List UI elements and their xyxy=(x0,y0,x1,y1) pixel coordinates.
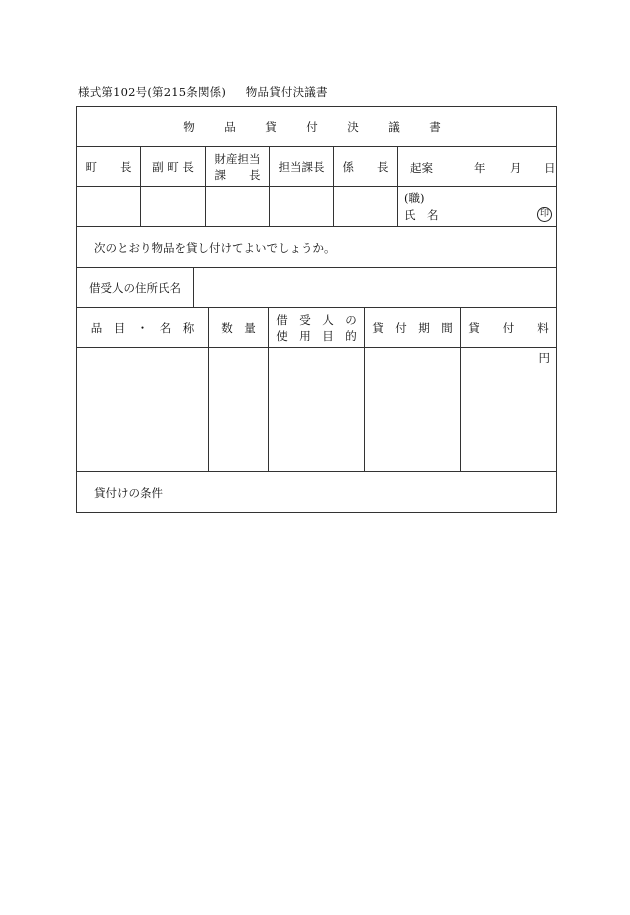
approval-seal-row xyxy=(77,187,556,227)
deputy-chief-seal-box[interactable] xyxy=(141,187,206,226)
form-header-title: 物品貸付決議書 xyxy=(245,85,328,99)
borrower-field[interactable] xyxy=(194,268,556,307)
borrower-row xyxy=(77,268,556,308)
seal-icon: 印 xyxy=(537,207,552,222)
year-label: 年 xyxy=(474,161,486,175)
proposer-box[interactable] xyxy=(398,187,556,226)
item-name-header: 品 目 ・ 名 称 xyxy=(77,308,209,347)
form-number: 様式第102号(第215条関係) xyxy=(78,85,227,99)
statement-text: 次のとおり物品を貸し付けてよいでしょうか。 xyxy=(94,241,336,255)
name-label: 氏 名 xyxy=(404,208,439,222)
title-row xyxy=(77,107,556,147)
form-header xyxy=(78,84,328,100)
statement-row xyxy=(77,227,556,268)
section-chief-label: 担当課長 xyxy=(270,147,334,186)
proposal-label: 起案 xyxy=(410,161,433,175)
proposal-date xyxy=(398,147,556,186)
position-label: (職) xyxy=(404,191,425,205)
day-label: 日 xyxy=(544,161,556,175)
currency-unit: 円 xyxy=(538,351,550,365)
approval-header-row xyxy=(77,147,556,187)
borrower-label: 借受人の住所氏名 xyxy=(77,268,194,307)
loan-resolution-form xyxy=(76,106,557,513)
items-body-row xyxy=(77,348,556,472)
section-chief-seal-box[interactable] xyxy=(270,187,334,226)
fee-field[interactable] xyxy=(461,348,556,471)
staff-seal-box[interactable] xyxy=(334,187,398,226)
loan-period-field[interactable] xyxy=(365,348,461,471)
town-chief-seal-box[interactable] xyxy=(77,187,141,226)
quantity-header: 数 量 xyxy=(209,308,269,347)
conditions-row[interactable] xyxy=(77,472,556,512)
use-purpose-header: 借 受 人 の 使 用 目 的 xyxy=(269,308,365,347)
finance-chief-label: 財産担当 課 長 xyxy=(206,147,270,186)
fee-header: 貸 付 料 xyxy=(468,320,549,335)
loan-period-header: 貸 付 期 間 xyxy=(365,308,461,347)
finance-chief-seal-box[interactable] xyxy=(206,187,270,226)
month-label: 月 xyxy=(510,161,522,175)
deputy-chief-label: 副 町 長 xyxy=(141,147,206,186)
item-name-field[interactable] xyxy=(77,348,209,471)
conditions-label: 貸付けの条件 xyxy=(94,486,163,500)
items-header-row xyxy=(77,308,556,348)
quantity-field[interactable] xyxy=(209,348,269,471)
town-chief-label: 町 長 xyxy=(77,147,141,186)
staff-label: 係 長 xyxy=(334,147,398,186)
form-title: 物 品 貸 付 決 議 書 xyxy=(183,119,450,134)
use-purpose-field[interactable] xyxy=(269,348,365,471)
